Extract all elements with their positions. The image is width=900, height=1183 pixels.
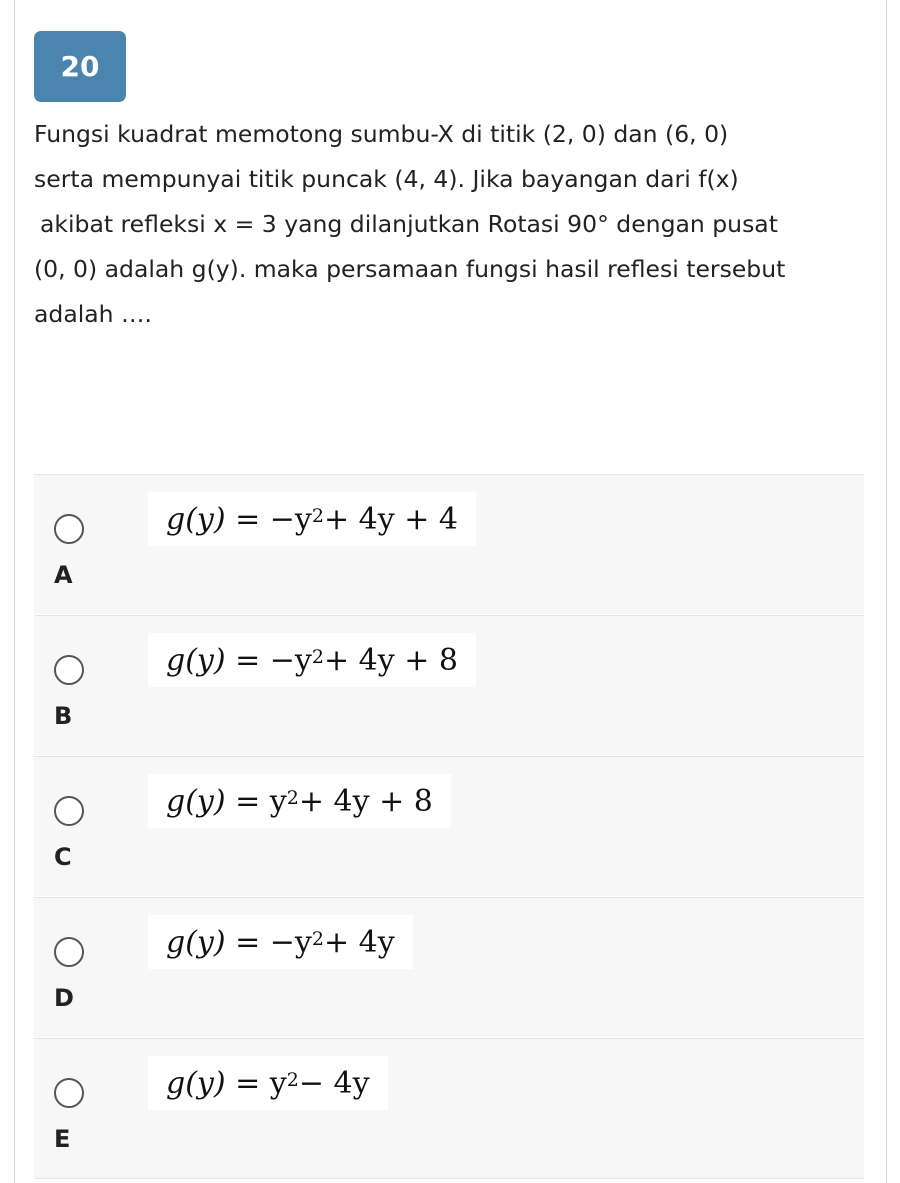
formula-lhs: g(y) bbox=[166, 501, 226, 537]
formula-rest: + 4y bbox=[323, 924, 395, 960]
option-formula bbox=[148, 915, 413, 969]
option-c[interactable] bbox=[34, 756, 864, 896]
option-letter: A bbox=[54, 561, 73, 589]
option-e[interactable] bbox=[34, 1038, 864, 1178]
formula-lhs: g(y) bbox=[166, 642, 226, 678]
option-b[interactable] bbox=[34, 615, 864, 755]
option-formula bbox=[148, 492, 476, 546]
question-line: (0, 0) adalah g(y). maka persamaan fungsi hasil reflesi tersebut bbox=[34, 255, 786, 283]
option-formula bbox=[148, 774, 451, 828]
option-formula bbox=[148, 1056, 388, 1110]
formula-rhs: = −y bbox=[235, 924, 312, 960]
question-line: Fungsi kuadrat memotong sumbu-X di titik (2, 0) dan (6, 0) bbox=[34, 120, 729, 148]
formula-rest: − 4y bbox=[298, 1065, 370, 1101]
question-line: akibat refleksi x = 3 yang dilanjutkan Rotasi 90° dengan pusat bbox=[40, 210, 778, 238]
question-line: adalah …. bbox=[34, 300, 152, 328]
option-letter: B bbox=[54, 702, 73, 730]
formula-rest: + 4y + 4 bbox=[323, 501, 458, 537]
option-d[interactable] bbox=[34, 897, 864, 1037]
formula-lhs: g(y) bbox=[166, 1065, 226, 1101]
option-formula bbox=[148, 633, 476, 687]
radio-button[interactable] bbox=[54, 655, 84, 685]
radio-button[interactable] bbox=[54, 937, 84, 967]
frame-left-border bbox=[14, 0, 15, 1183]
formula-exponent: 2 bbox=[311, 928, 324, 950]
option-letter: D bbox=[54, 984, 74, 1012]
formula-rhs: = −y bbox=[235, 501, 312, 537]
formula-lhs: g(y) bbox=[166, 924, 226, 960]
option-letter: C bbox=[54, 843, 72, 871]
formula-rhs: = y bbox=[235, 1065, 287, 1101]
radio-button[interactable] bbox=[54, 514, 84, 544]
option-a[interactable] bbox=[34, 474, 864, 614]
formula-rest: + 4y + 8 bbox=[323, 642, 458, 678]
answer-options bbox=[34, 474, 864, 1179]
formula-rest: + 4y + 8 bbox=[298, 783, 433, 819]
option-letter: E bbox=[54, 1125, 71, 1153]
formula-rhs: = y bbox=[235, 783, 287, 819]
formula-exponent: 2 bbox=[286, 787, 299, 809]
formula-exponent: 2 bbox=[311, 505, 324, 527]
question-text bbox=[34, 112, 866, 337]
formula-exponent: 2 bbox=[286, 1069, 299, 1091]
radio-button[interactable] bbox=[54, 1078, 84, 1108]
formula-rhs: = −y bbox=[235, 642, 312, 678]
options-divider bbox=[34, 1178, 864, 1179]
question-number-badge: 20 bbox=[34, 31, 126, 102]
question-line: serta mempunyai titik puncak (4, 4). Jika bayangan dari f(x) bbox=[34, 165, 739, 193]
formula-exponent: 2 bbox=[311, 646, 324, 668]
radio-button[interactable] bbox=[54, 796, 84, 826]
frame-right-border bbox=[886, 0, 887, 1183]
formula-lhs: g(y) bbox=[166, 783, 226, 819]
